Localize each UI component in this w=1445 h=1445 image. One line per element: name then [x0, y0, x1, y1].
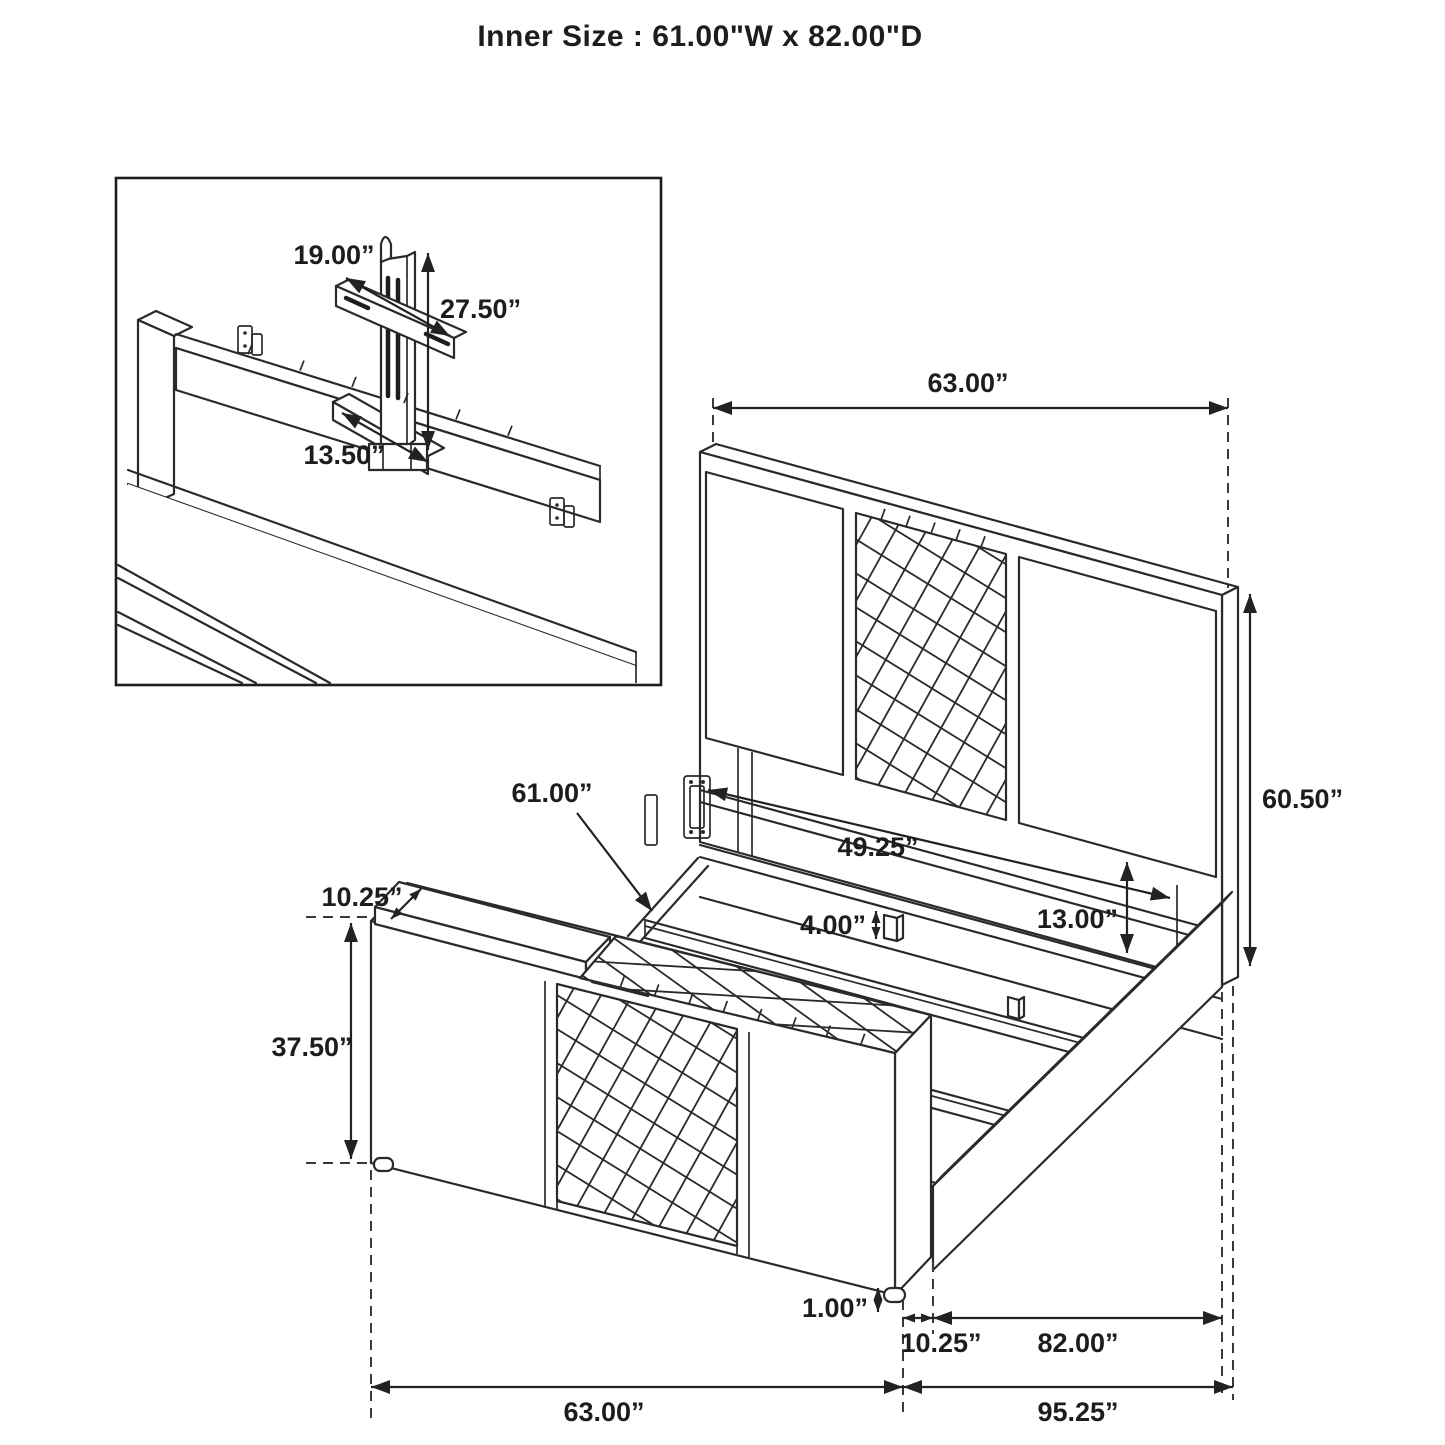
dimension-inner-width — [511, 778, 652, 911]
dimension-headboard-width — [713, 368, 1228, 408]
dim-label-10-25-bottom: 10.25” — [900, 1328, 982, 1358]
dim-label-27-5: 27.50” — [440, 294, 522, 324]
footboard-right-foot — [884, 1288, 905, 1302]
support-leg — [884, 915, 903, 941]
headboard-right-panel — [1019, 557, 1216, 877]
dim-label-63-top: 63.00” — [927, 368, 1009, 398]
detail-inset — [116, 178, 661, 685]
far-side-rail — [628, 858, 708, 944]
dim-label-82: 82.00” — [1037, 1328, 1119, 1358]
dim-label-19: 19.00” — [293, 240, 375, 270]
dimension-footboard-width — [371, 1387, 903, 1427]
dimension-overall-depth — [903, 1387, 1233, 1427]
dim-label-61: 61.00” — [511, 778, 593, 808]
dim-label-37-5: 37.50” — [271, 1032, 353, 1062]
headboard — [645, 444, 1238, 985]
footboard-left-foot — [374, 1158, 393, 1171]
dim-label-10-25-top: 10.25” — [321, 882, 403, 912]
support-leg — [1008, 997, 1024, 1019]
dim-label-13-5: 13.50” — [303, 440, 385, 470]
dim-label-60-5: 60.50” — [1262, 784, 1344, 814]
dimension-headboard-height — [1250, 594, 1343, 966]
dim-label-13: 13.00” — [1036, 904, 1118, 934]
dimension-leg-height — [800, 910, 876, 940]
dim-label-95-25: 95.25” — [1037, 1397, 1119, 1427]
dim-label-49-25: 49.25” — [837, 832, 919, 862]
dim-label-1: 1.00” — [801, 1293, 868, 1323]
headboard-left-panel — [706, 472, 843, 775]
dim-label-63-bottom: 63.00” — [563, 1397, 645, 1427]
dimension-footboard-height — [271, 923, 352, 1159]
dim-label-4: 4.00” — [799, 910, 866, 940]
rail-hook-bracket — [645, 795, 657, 845]
dimension-foot-clearance — [802, 1288, 878, 1323]
footboard — [371, 882, 931, 1302]
dimension-footboard-depth-bottom — [900, 1318, 981, 1358]
page-title: Inner Size : 61.00"W x 82.00"D — [477, 20, 923, 53]
